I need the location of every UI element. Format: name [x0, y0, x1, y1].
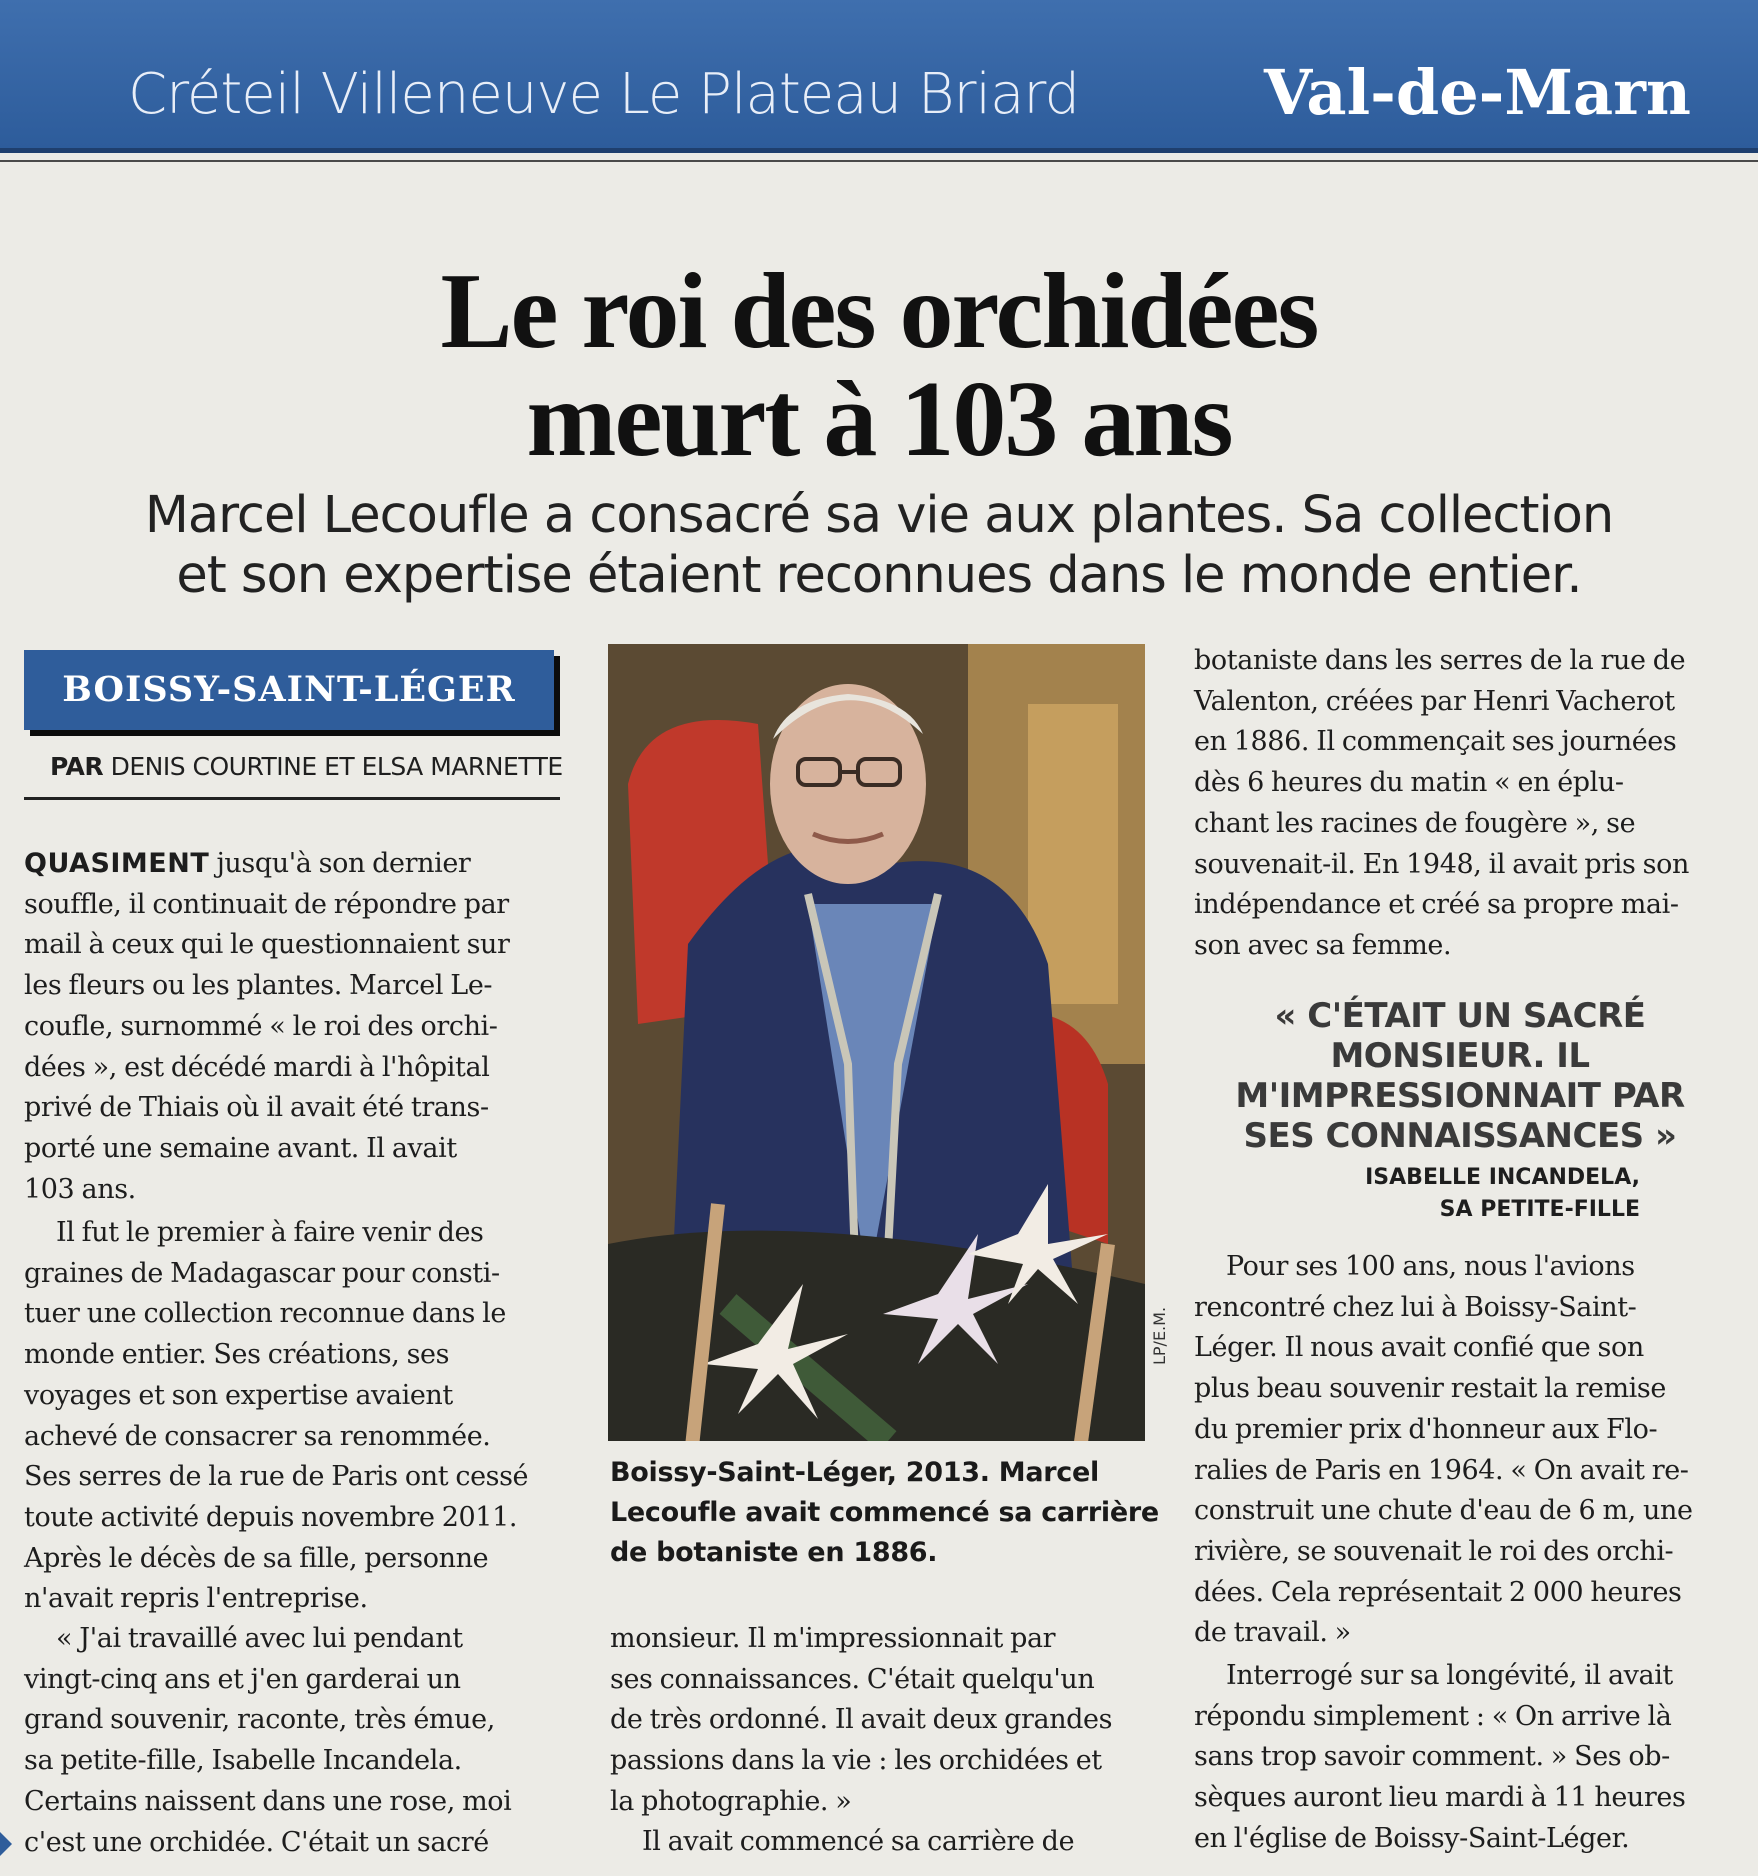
- attribution-line: SA PETITE-FILLE: [1439, 1197, 1640, 1222]
- body-line: plus beau souvenir restait la remise: [1194, 1373, 1666, 1405]
- byline-names: DENIS COURTINE ET ELSA MARNETTE: [110, 752, 563, 781]
- pull-quote-line: « C'ÉTAIT UN SACRÉ: [1274, 996, 1646, 1036]
- body-line: achevé de consacrer sa renommée.: [24, 1420, 491, 1452]
- body-paragraph: [610, 1822, 1074, 1863]
- body-line: [24, 844, 510, 885]
- header-rule: [0, 148, 1758, 153]
- quote-attribution: [1190, 1162, 1640, 1226]
- caption-line: Lecoufle avait commencé sa carrière: [610, 1497, 1159, 1528]
- pull-quote-line: SES CONNAISSANCES »: [1243, 1116, 1677, 1156]
- body-line: sans trop savoir comment. » Ses ob-: [1194, 1741, 1670, 1773]
- body-line: dées », est décédé mardi à l'hôpital: [24, 1051, 490, 1083]
- body-line: graines de Madagascar pour consti-: [24, 1257, 500, 1289]
- body-line: Il avait commencé sa carrière de: [642, 1826, 1075, 1857]
- section-department: Val-de-Marn: [1264, 56, 1691, 129]
- header-rule-thin: [0, 160, 1758, 162]
- pull-quote-line: M'IMPRESSIONNAIT PAR: [1235, 1076, 1685, 1116]
- body-paragraph: [24, 1619, 511, 1863]
- body-line: les fleurs ou les plantes. Marcel Le-: [24, 970, 493, 1002]
- body-line: de travail. »: [1194, 1617, 1351, 1649]
- body-line: du premier prix d'honneur aux Flo-: [1194, 1413, 1658, 1445]
- byline: [50, 752, 563, 781]
- body-line: vingt-cinq ans et j'en garderai un: [24, 1663, 461, 1695]
- portrait-photo: [608, 644, 1145, 1441]
- body-line: mail à ceux qui le questionnaient sur: [24, 929, 510, 961]
- body-line: construit une chute d'eau de 6 m, une: [1194, 1495, 1693, 1527]
- body-line: Valenton, créées par Henri Vacherot: [1194, 685, 1675, 717]
- attribution-line: ISABELLE INCANDELA,: [1365, 1165, 1640, 1190]
- body-line: monsieur. Il m'impressionnait par: [610, 1623, 1056, 1654]
- body-paragraph: [1194, 641, 1689, 967]
- lead-word: QUASIMENT: [24, 848, 210, 879]
- body-line: privé de Thiais où il avait été trans-: [24, 1092, 489, 1124]
- body-paragraph: [1194, 1656, 1685, 1860]
- body-line: son avec sa femme.: [1194, 929, 1452, 961]
- body-paragraph: [24, 1213, 528, 1620]
- byline-rule: [24, 797, 560, 800]
- body-line: répondu simplement : « On arrive là: [1194, 1700, 1672, 1732]
- body-line: « J'ai travaillé avec lui pendant: [56, 1623, 463, 1654]
- subheadline-line: et son expertise étaient reconnues dans le monde entier.: [176, 546, 1582, 605]
- headline: [0, 252, 1758, 479]
- body-line: Léger. Il nous avait confié que son: [1194, 1332, 1644, 1364]
- body-line: sèques auront lieu mardi à 11 heures: [1194, 1782, 1686, 1814]
- pull-quote: [1190, 996, 1730, 1156]
- photo-caption: [610, 1453, 1159, 1573]
- edge-mark: [0, 1832, 12, 1856]
- body-line: Interrogé sur sa longévité, il avait: [1226, 1660, 1673, 1691]
- body-line: tuer une collection reconnue dans le: [24, 1298, 506, 1330]
- caption-line: Boissy-Saint-Léger, 2013. Marcel: [610, 1457, 1099, 1488]
- subheadline: [0, 486, 1758, 606]
- body-line: rencontré chez lui à Boissy-Saint-: [1194, 1291, 1637, 1323]
- body-line: toute activité depuis novembre 2011.: [24, 1501, 518, 1533]
- subheadline-line: Marcel Lecoufle a consacré sa vie aux plantes. Sa collection: [144, 486, 1614, 545]
- body-paragraph: [24, 844, 510, 1210]
- body-line: Il fut le premier à faire venir des: [56, 1217, 484, 1248]
- headline-line: Le roi des orchidées: [440, 252, 1318, 371]
- body-line: en 1886. Il commençait ses journées: [1194, 726, 1677, 758]
- body-line-text: jusqu'à son dernier: [209, 848, 471, 879]
- body-line: Après le décès de sa fille, personne: [24, 1542, 489, 1574]
- caption-line: de botaniste en 1886.: [610, 1537, 938, 1568]
- body-line: chant les racines de fougère », se: [1194, 807, 1636, 839]
- byline-prefix: PAR: [50, 752, 104, 781]
- body-line: ralies de Paris en 1964. « On avait re-: [1194, 1454, 1689, 1486]
- body-line: de très ordonné. Il avait deux grandes: [610, 1704, 1113, 1736]
- location-label: BOISSY-SAINT-LÉGER: [62, 669, 516, 710]
- body-line: souvenait-il. En 1948, il avait pris son: [1194, 848, 1689, 880]
- body-line: ses connaissances. C'était quelqu'un: [610, 1663, 1095, 1695]
- body-line: indépendance et créé sa propre mai-: [1194, 889, 1679, 921]
- body-line: c'est une orchidée. C'était un sacré: [24, 1826, 489, 1858]
- body-line: souffle, il continuait de répondre par: [24, 888, 509, 920]
- body-paragraph: [610, 1619, 1112, 1823]
- body-line: coufle, surnommé « le roi des orchi-: [24, 1010, 498, 1042]
- body-line: la photographie. »: [610, 1785, 852, 1817]
- body-line: grand souvenir, raconte, très émue,: [24, 1704, 495, 1736]
- body-line: en l'église de Boissy-Saint-Léger.: [1194, 1822, 1630, 1854]
- body-line: Certains naissent dans une rose, moi: [24, 1785, 512, 1817]
- photo-credit: LP/E.M.: [1150, 1306, 1169, 1365]
- body-line: dès 6 heures du matin « en éplu-: [1194, 767, 1624, 799]
- body-line: Pour ses 100 ans, nous l'avions: [1226, 1251, 1635, 1282]
- body-line: Ses serres de la rue de Paris ont cessé: [24, 1461, 529, 1493]
- body-line: passions dans la vie : les orchidées et: [610, 1745, 1102, 1777]
- body-line: botaniste dans les serres de la rue de: [1194, 645, 1686, 676]
- body-line: monde entier. Ses créations, ses: [24, 1339, 450, 1371]
- location-tag: [24, 650, 554, 730]
- portrait-illustration: [608, 644, 1145, 1441]
- body-line: 103 ans.: [24, 1173, 136, 1205]
- headline-line: meurt à 103 ans: [526, 360, 1232, 479]
- body-line: voyages et son expertise avaient: [24, 1379, 453, 1411]
- body-line: rivière, se souvenait le roi des orchi-: [1194, 1535, 1674, 1567]
- body-paragraph: [1194, 1247, 1693, 1654]
- body-line: dées. Cela représentait 2 000 heures: [1194, 1576, 1682, 1608]
- pull-quote-line: MONSIEUR. IL: [1330, 1036, 1590, 1076]
- body-line: porté une semaine avant. Il avait: [24, 1132, 457, 1164]
- body-line: sa petite-fille, Isabelle Incandela.: [24, 1745, 462, 1777]
- section-towns: Créteil Villeneuve Le Plateau Briard: [128, 62, 1079, 127]
- body-line: n'avait repris l'entreprise.: [24, 1583, 368, 1615]
